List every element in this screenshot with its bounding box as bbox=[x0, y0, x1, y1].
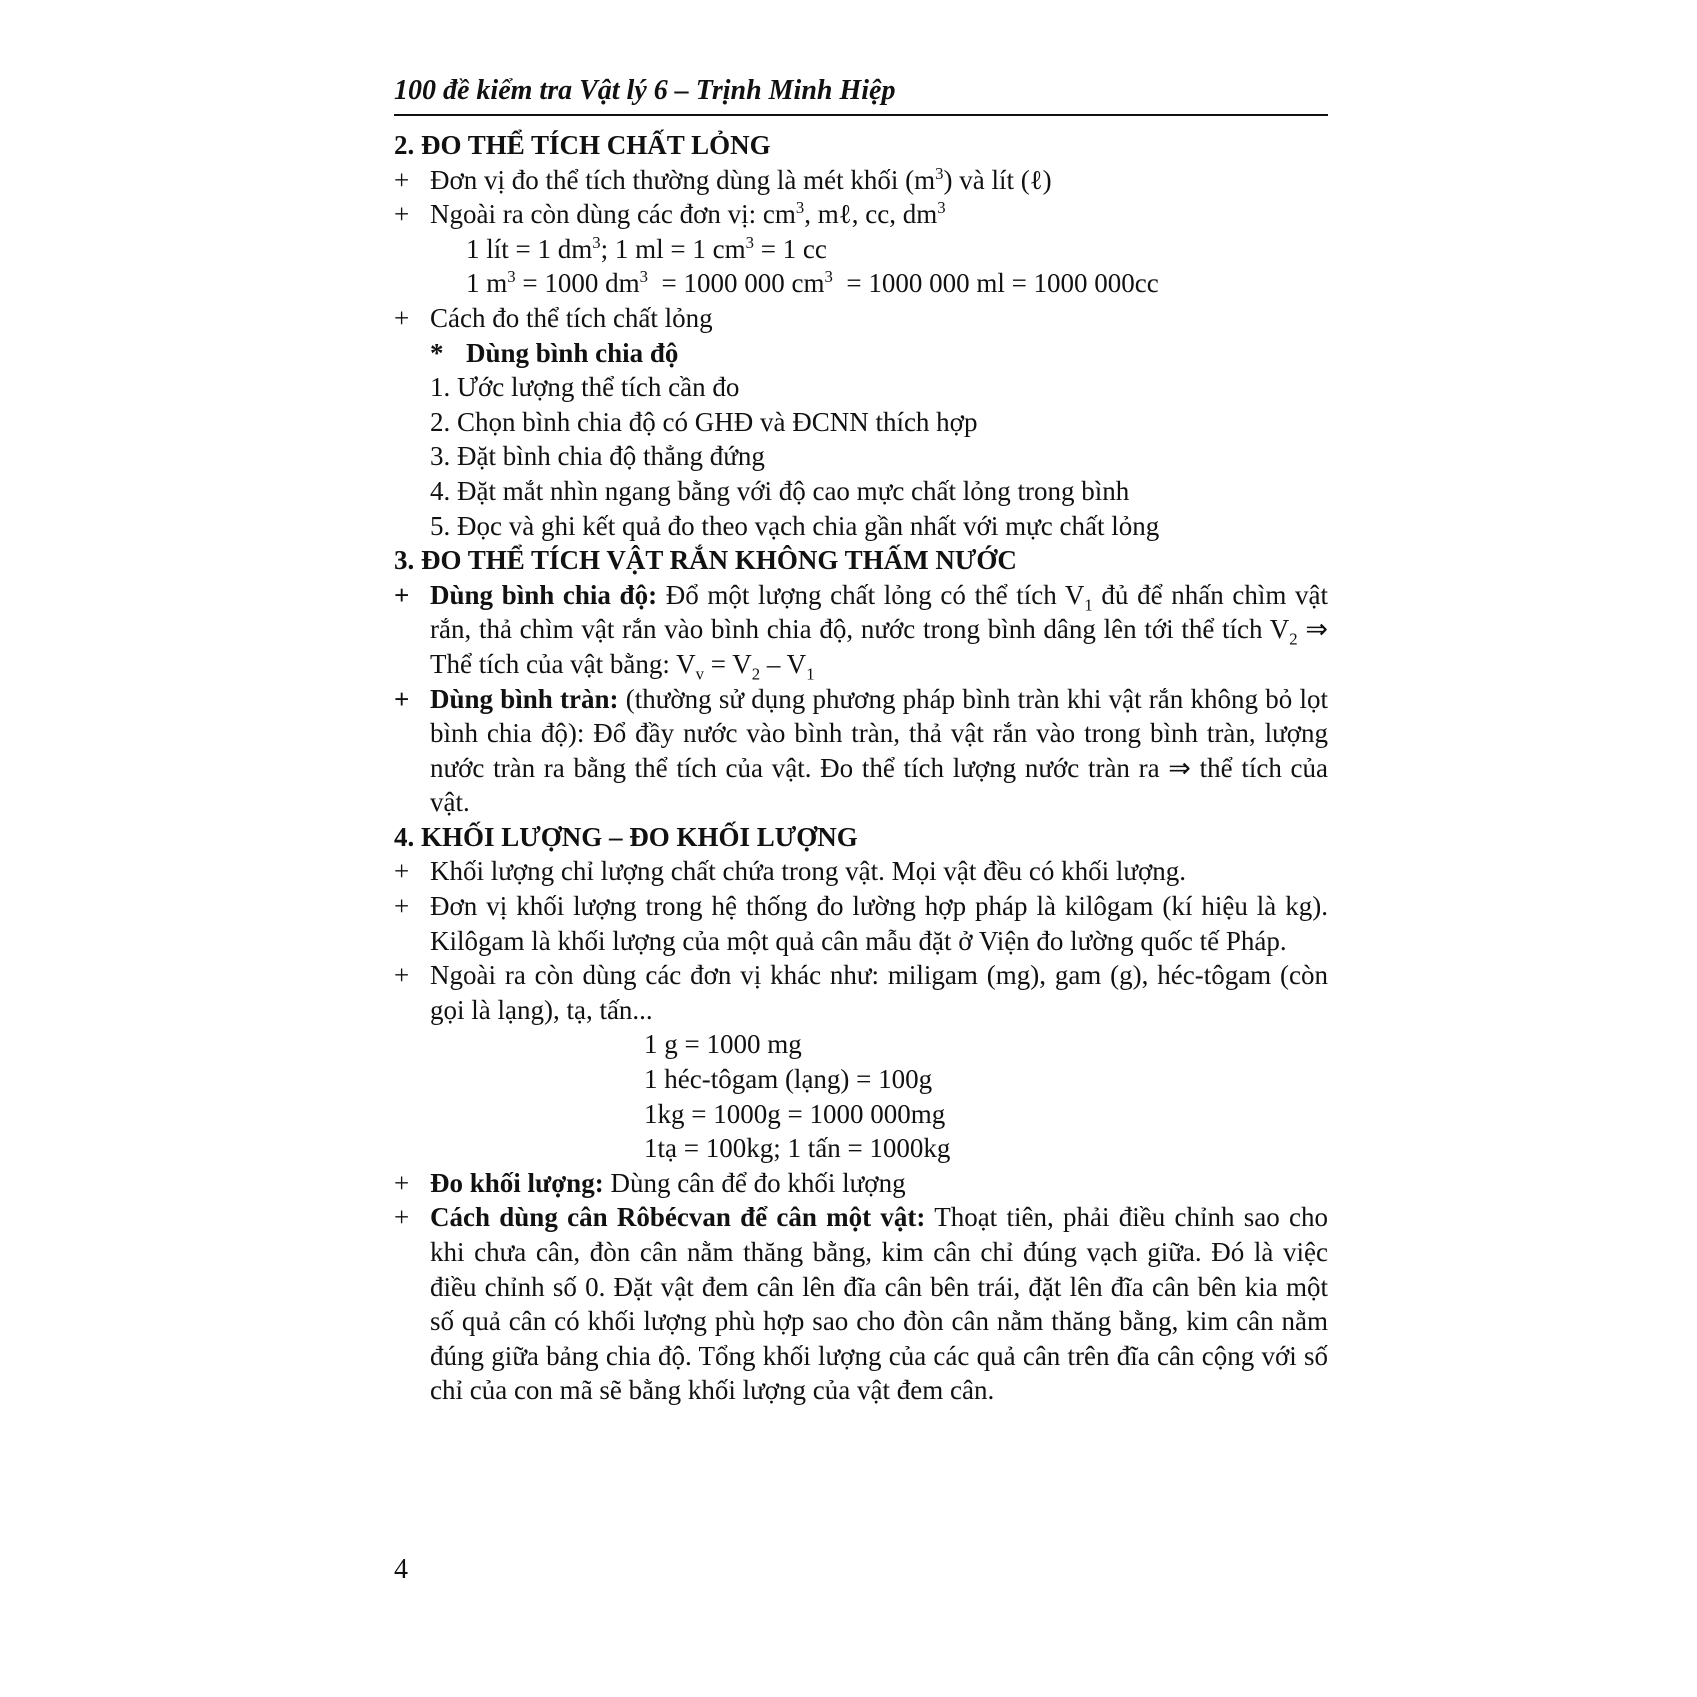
plus-bullet: + bbox=[394, 960, 410, 991]
superscript: 3 bbox=[745, 232, 754, 252]
text-run: = 1000 dm bbox=[515, 268, 640, 299]
plus-bullet: + bbox=[394, 891, 410, 922]
plus-bullet: + bbox=[394, 302, 410, 333]
superscript: 3 bbox=[507, 267, 516, 287]
superscript: 3 bbox=[592, 232, 601, 252]
text-run: = 1 cc bbox=[753, 233, 827, 264]
plus-bullet: + bbox=[394, 579, 410, 610]
text-run: Dùng bình chia độ bbox=[466, 337, 679, 368]
plus-bullet: + bbox=[394, 856, 410, 887]
text-run: Thoạt tiên, phải điều chỉnh sao cho khi chưa cân, đòn cân nằm thăng bằng, kim cân chỉ đúng vạch giữa. Đó là việc điều chỉnh số 0. Đặt vật đem cân lên đĩa cân bên trái, đặt lên đĩa cân bên kia một số quả cân có khối lượng phù hợp sao cho đòn cân nằm thăng bằng, kim cân nằm đúng giữa bảng chia độ. Tổng khối lượng của các quả cân trên đĩa cân cộng với số chỉ của con mã sẽ bằng khối lượng của vật đem cân. bbox=[430, 1202, 1328, 1406]
bullet-text: Ngoài ra còn dùng các đơn vị khác như: miligam (mg), gam (g), héc-tôgam (còn gọi là lạng), tạ, tấn... bbox=[430, 960, 1328, 1025]
text-run: , mℓ, cc, dm bbox=[804, 199, 938, 230]
bullet-item bbox=[394, 682, 1328, 820]
text-run: ⇒ Thể tích của vật bằng: V bbox=[430, 614, 1328, 679]
subscript: 1 bbox=[1084, 595, 1093, 615]
superscript: 3 bbox=[935, 163, 944, 183]
subscript: v bbox=[695, 664, 705, 684]
section-4-heading: 4. KHỐI LƯỢNG – ĐO KHỐI LƯỢNG bbox=[394, 821, 858, 852]
superscript: 3 bbox=[824, 267, 833, 287]
superscript: 3 bbox=[937, 198, 946, 218]
text-run: đủ để nhấn chìm vật rắn, thả chìm vật rắn vào bình chia độ, nước trong bình dâng lên tới thể tích V bbox=[430, 579, 1328, 645]
step-item: 5. Đọc và ghi kết quả đo theo vạch chia gần nhất với mực chất lỏng bbox=[430, 510, 1160, 541]
text-run: = 1000 000 cm bbox=[648, 268, 825, 299]
bullet-item bbox=[394, 578, 1328, 682]
section-2-heading: 2. ĐO THỂ TÍCH CHẤT LỎNG bbox=[394, 130, 771, 160]
plus-bullet: + bbox=[394, 164, 410, 195]
text-run: 1 m bbox=[466, 268, 508, 299]
bullet-item bbox=[394, 1200, 1328, 1408]
bullet-text: Khối lượng chỉ lượng chất chứa trong vật. Mọi vật đều có khối lượng. bbox=[430, 856, 1186, 887]
bullet-text: Đơn vị khối lượng trong hệ thống đo lường hợp pháp là kilôgam (kí hiệu là kg). Kilôgam là khối lượng của một quả cân mẫu đặt ở Viện đo lường quốc tế Pháp. bbox=[430, 891, 1328, 956]
text-run: (thường sử dụng phương pháp bình tràn khi vật rắn không bỏ lọt bình chia độ): Đổ đầy nước vào bình tràn, thả vật rắn vào trong bình tràn, lượng nước tràn ra bằng thể tích của vật. Đo thể tích lượng nước tràn ra ⇒ thể tích của vật. bbox=[430, 683, 1328, 818]
bullet-item bbox=[394, 197, 1328, 232]
text-run: = V bbox=[704, 648, 752, 679]
bullet-text bbox=[430, 163, 1328, 198]
step-item: 4. Đặt mắt nhìn ngang bằng với độ cao mực chất lỏng trong bình bbox=[430, 475, 1130, 506]
equation-line bbox=[394, 266, 1328, 301]
equation-line: 1tạ = 100kg; 1 tấn = 1000kg bbox=[644, 1133, 951, 1164]
text-run: 1 lít = 1 dm bbox=[466, 233, 593, 264]
text-run: Đổ một lượng chất lỏng có thể tích V bbox=[657, 579, 1085, 610]
plus-bullet: + bbox=[394, 1167, 410, 1198]
text-run: Đơn vị đo thể tích thường dùng là mét khối (m bbox=[430, 164, 936, 195]
bullet-text bbox=[430, 1166, 1328, 1201]
bullet-item bbox=[394, 301, 1328, 336]
subscript: 1 bbox=[806, 664, 815, 684]
bold-lead: Đo khối lượng: bbox=[430, 1167, 604, 1198]
star-subheading bbox=[394, 336, 1328, 371]
step-item: 2. Chọn bình chia độ có GHĐ và ĐCNN thích hợp bbox=[430, 406, 978, 437]
equation-line: 1 héc-tôgam (lạng) = 100g bbox=[644, 1064, 933, 1095]
bullet-item bbox=[394, 1166, 1328, 1201]
equation-line bbox=[394, 232, 1328, 267]
bullet-text bbox=[430, 197, 1328, 232]
bullet-item bbox=[394, 854, 1328, 889]
page-number: 4 bbox=[394, 1554, 408, 1585]
star-mark: * bbox=[430, 337, 444, 368]
bold-lead: Cách dùng cân Rôbécvan để cân một vật: bbox=[430, 1202, 926, 1233]
bullet-text bbox=[430, 578, 1328, 682]
bold-lead: Dùng bình chia độ: bbox=[430, 579, 658, 610]
subscript: 2 bbox=[751, 664, 761, 684]
text-run: – V bbox=[760, 648, 807, 679]
plus-bullet: + bbox=[394, 1202, 410, 1233]
bullet-item bbox=[394, 889, 1328, 958]
superscript: 3 bbox=[639, 267, 648, 287]
equation-line: 1kg = 1000g = 1000 000mg bbox=[644, 1098, 946, 1129]
bold-lead: Dùng bình tràn: bbox=[430, 683, 619, 714]
bullet-text bbox=[430, 682, 1328, 820]
equation-line: 1 g = 1000 mg bbox=[644, 1029, 802, 1060]
text-run: Dùng cân để đo khối lượng bbox=[603, 1167, 906, 1198]
subscript: 2 bbox=[1289, 629, 1298, 649]
bullet-text bbox=[430, 1200, 1328, 1408]
plus-bullet: + bbox=[394, 683, 410, 714]
text-run: = 1000 000 ml = 1000 000cc bbox=[832, 268, 1159, 299]
step-item: 3. Đặt bình chia độ thẳng đứng bbox=[430, 441, 765, 472]
bullet-text: Cách đo thể tích chất lỏng bbox=[430, 302, 713, 333]
text-run: ; 1 ml = 1 cm bbox=[600, 233, 746, 264]
text-run: Ngoài ra còn dùng các đơn vị: cm bbox=[430, 199, 796, 230]
text-run: ) và lít (ℓ) bbox=[943, 164, 1052, 195]
running-header: 100 đề kiểm tra Vật lý 6 – Trịnh Minh Hiệp bbox=[394, 74, 1328, 116]
bullet-item bbox=[394, 958, 1328, 1027]
section-3-heading: 3. ĐO THỂ TÍCH VẬT RẮN KHÔNG THẤM NƯỚC bbox=[394, 545, 1017, 576]
bullet-item bbox=[394, 163, 1328, 198]
plus-bullet: + bbox=[394, 199, 410, 230]
superscript: 3 bbox=[795, 198, 805, 218]
page-content bbox=[394, 128, 1328, 1408]
step-item: 1. Ước lượng thể tích cần đo bbox=[430, 372, 740, 403]
